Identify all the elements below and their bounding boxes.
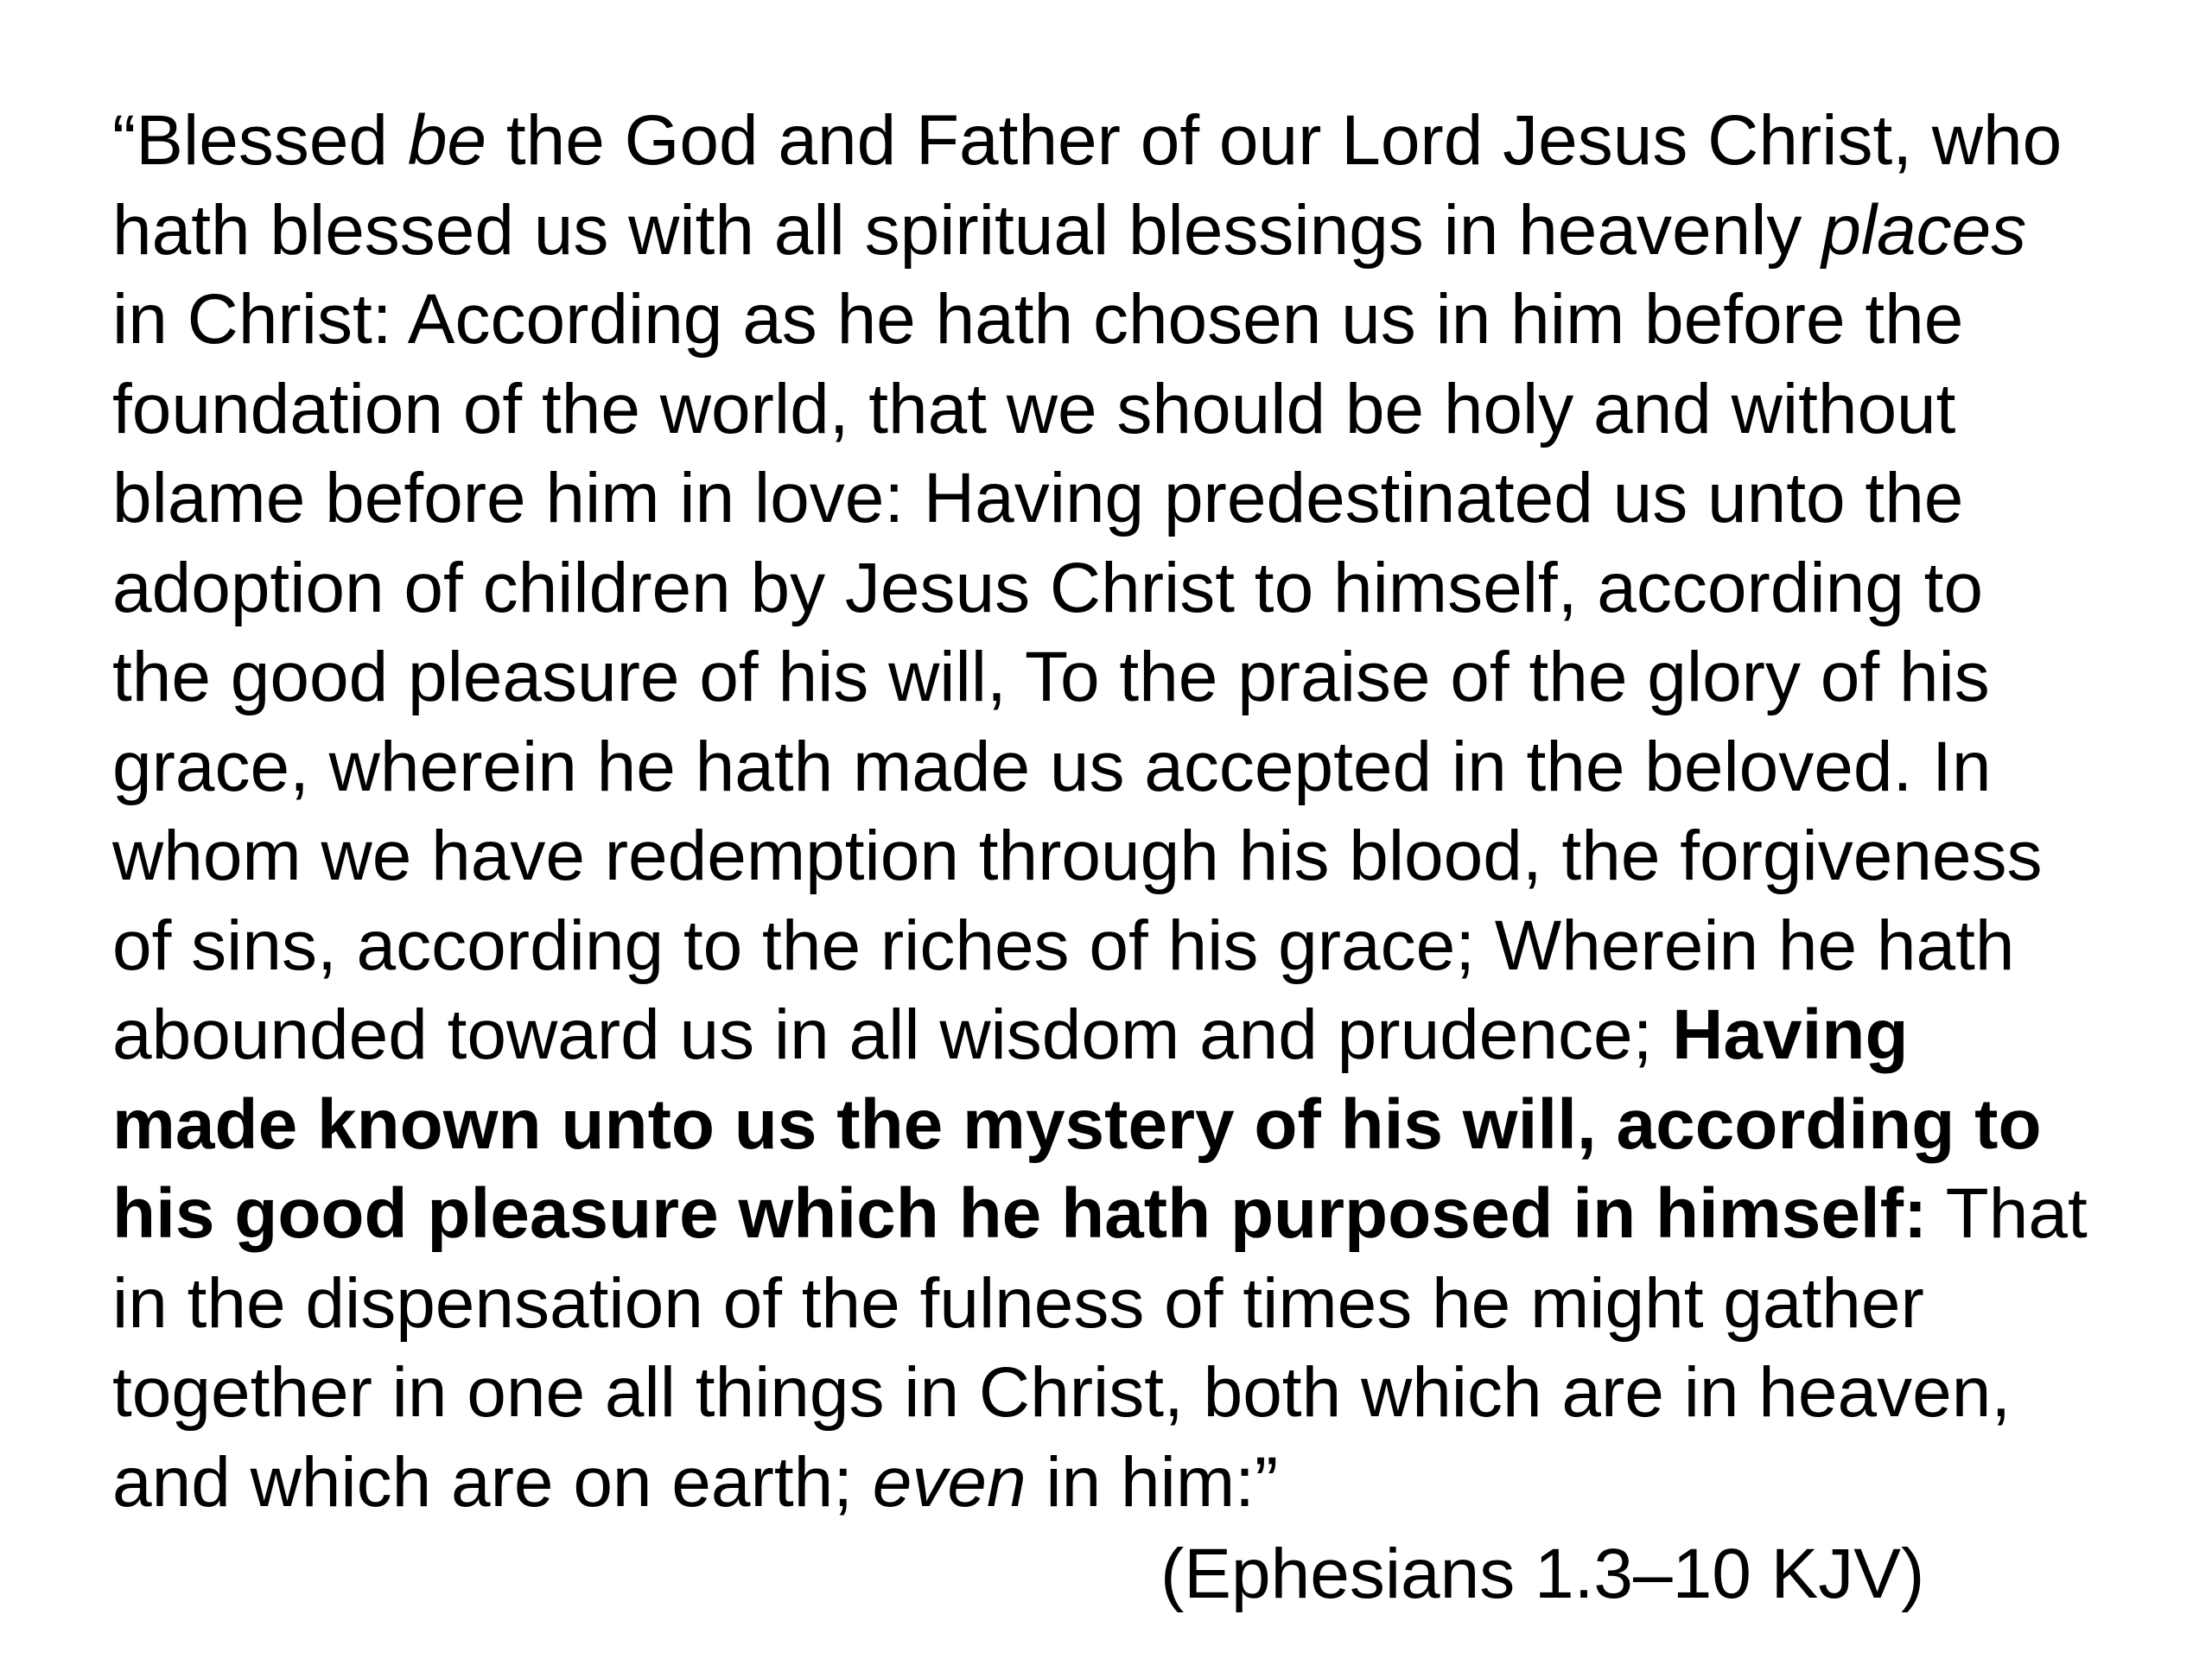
scripture-passage (112, 96, 2088, 1527)
passage-line (112, 1169, 2088, 1259)
passage-line (112, 1348, 2088, 1438)
passage-text: the good pleasure of his will, To the praise of the glory of his (112, 638, 1990, 716)
passage-text: of sins, according to the riches of his grace; Wherein he hath (112, 906, 2015, 985)
passage-line (112, 96, 2088, 186)
passage-line (112, 454, 2088, 543)
passage-text: in him:” (1026, 1442, 1279, 1522)
passage-text: in Christ: According as he hath chosen us in him before the (112, 280, 1964, 359)
passage-line (112, 990, 2088, 1080)
passage-text: adoption of children by Jesus Christ to himself, according to (112, 548, 1983, 627)
passage-text: That (1927, 1174, 2088, 1253)
passage-text: grace, wherein he hath made us accepted in the beloved. In (112, 727, 1992, 806)
bold-text: Having (1672, 995, 1909, 1074)
passage-line (112, 811, 2088, 901)
passage-line (112, 901, 2088, 991)
passage-line (112, 1080, 2088, 1170)
passage-text: whom we have redemption through his blood, the forgiveness (112, 817, 2043, 895)
passage-text: and which are on earth; (112, 1442, 873, 1522)
passage-line (112, 543, 2088, 633)
passage-text: in the dispensation of the fulness of times he might gather (112, 1263, 1924, 1343)
italic-text: be (407, 101, 487, 180)
passage-text: “Blessed (112, 101, 408, 180)
passage-line (112, 632, 2088, 722)
passage-line (112, 1438, 2088, 1528)
italic-text: places (1821, 190, 2027, 270)
bold-text: his good pleasure which he hath purposed in himself: (112, 1174, 1928, 1253)
passage-text: abounded toward us in all wisdom and prudence; (112, 995, 1673, 1074)
passage-text: blame before him in love: Having predestinated us unto the (112, 459, 1964, 537)
passage-text: together in one all things in Christ, both which are in heaven, (112, 1353, 2012, 1432)
passage-text: the God and Father of our Lord Jesus Christ, who (486, 101, 2063, 180)
passage-line (112, 275, 2088, 365)
scripture-citation: (Ephesians 1.3–10 KJV) (1160, 1535, 1925, 1613)
passage-text: foundation of the world, that we should be holy and without (112, 369, 1956, 448)
passage-text: hath blessed us with all spiritual blessings in heavenly (112, 190, 1822, 270)
italic-text: even (872, 1442, 1027, 1522)
passage-line (112, 186, 2088, 276)
bold-text: made known unto us the mystery of his will, according to (112, 1084, 2042, 1164)
passage-line (112, 1259, 2088, 1349)
passage-line (112, 722, 2088, 812)
passage-line (112, 365, 2088, 454)
